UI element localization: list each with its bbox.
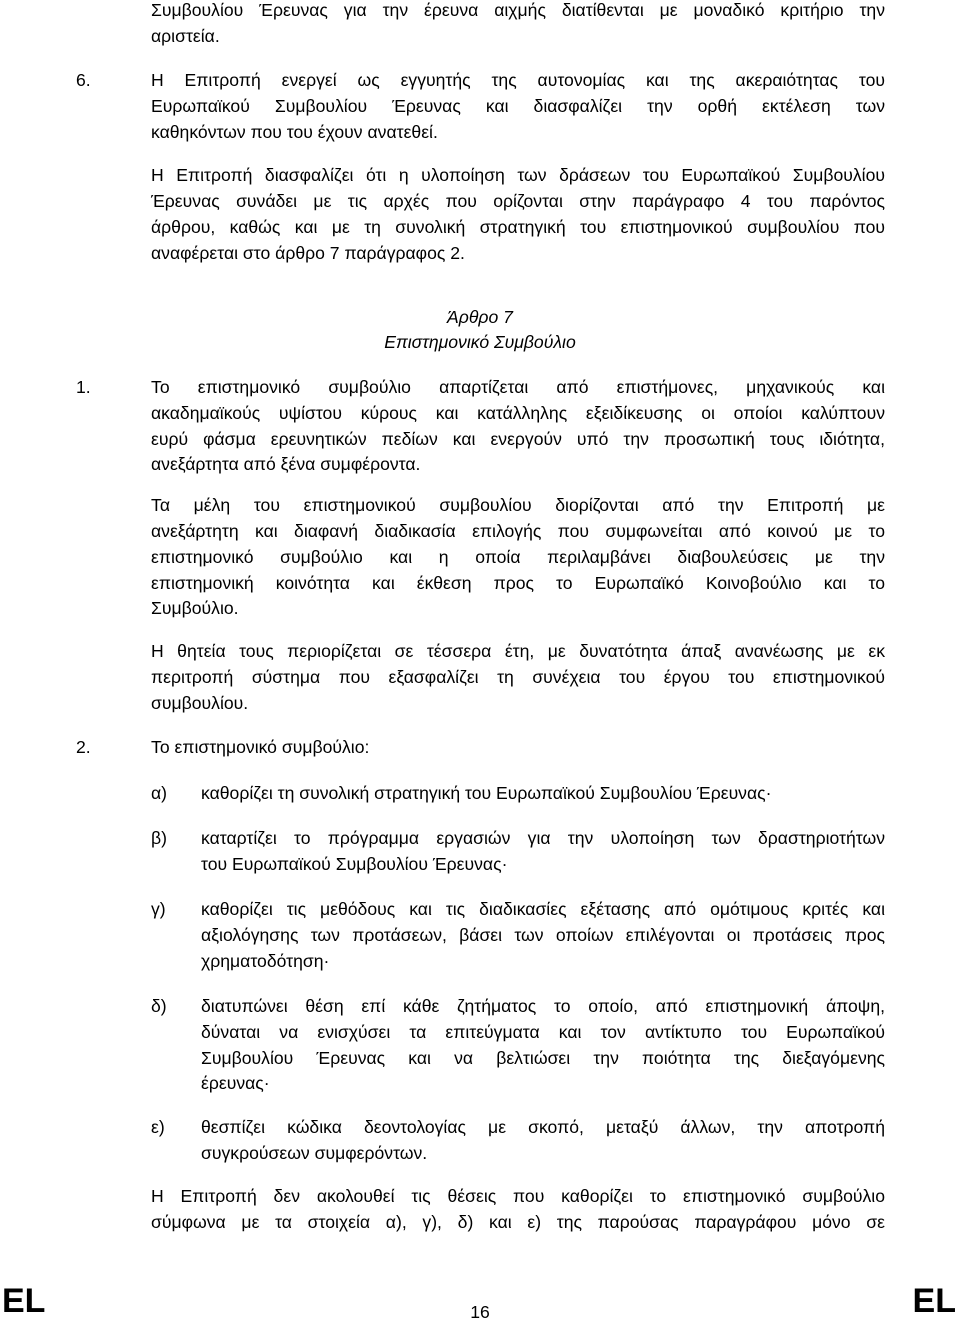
text-line: του Ευρωπαϊκού Συμβουλίου Έρευνας· <box>201 854 508 874</box>
article-number: Άρθρο 7 <box>447 307 513 327</box>
language-code-left: EL <box>2 1282 46 1320</box>
text-line: Η Επιτροπή διασφαλίζει ότι η υλοποίηση των δράσεων του Ευρωπαϊκού Συμβουλίου <box>151 165 885 185</box>
text-line: Η Επιτροπή δεν ακολουθεί τις θέσεις που καθορίζει το επιστημονικό συμβούλιο <box>151 1186 885 1206</box>
text-line: Το επιστημονικό συμβούλιο απαρτίζεται από επιστήμονες, μηχανικούς και <box>151 377 885 397</box>
language-code-right: EL <box>912 1282 956 1320</box>
text-line: Η θητεία τους περιορίζεται σε τέσσερα έτη, με δυνατότητα άπαξ ανανέωσης με εκ <box>151 641 885 661</box>
text-line: Συμβούλιο. <box>151 598 239 618</box>
text-line: Η Επιτροπή ενεργεί ως εγγυητής της αυτονομίας και της ακεραιότητας του <box>151 70 885 90</box>
text-line: διατυπώνει θέση επί κάθε ζητήματος το οποίο, από επιστημονική άποψη, <box>201 996 885 1016</box>
sub-item-label: δ) <box>151 996 167 1016</box>
item-number: 2. <box>76 737 91 757</box>
text-line: συγκρούσεων συμφερόντων. <box>201 1143 428 1163</box>
text-line: καθορίζει τη συνολική στρατηγική του Ευρωπαϊκού Συμβουλίου Έρευνας· <box>201 783 772 803</box>
text-line: επιστημονική κοινότητα και έκθεση προς το Ευρωπαϊκό Κοινοβούλιο και το <box>151 573 885 593</box>
text-line: θεσπίζει κώδικα δεοντολογίας με σκοπό, μεταξύ άλλων, την αποτροπή <box>201 1117 885 1137</box>
text-line: Συμβουλίου Έρευνας για την έρευνα αιχμής διατίθενται με μοναδικό κριτήριο την <box>151 0 885 20</box>
text-line: χρηματοδότηση· <box>201 951 330 971</box>
text-line: σύμφωνα με τα στοιχεία α), γ), δ) και ε) της παρούσας παραγράφου μόνο σε <box>151 1212 885 1232</box>
sub-item-label: ε) <box>151 1117 165 1137</box>
text-line: ανεξάρτητη και διαφανή διαδικασία επιλογής που συμφωνείται από κοινού με το <box>151 521 885 541</box>
text-line: αξιολόγησης των προτάσεων, βάσει των οποίων επιλέγονται οι προτάσεις προς <box>201 925 885 945</box>
text-line: ακαδημαϊκούς υψίστου κύρους και κατάλληλης εξειδίκευσης οι οποίοι καλύπτουν <box>151 403 885 423</box>
text-line: ανεξάρτητα από ξένα συμφέροντα. <box>151 454 421 474</box>
text-line: καθηκόντων που του έχουν ανατεθεί. <box>151 122 438 142</box>
text-line: Τα μέλη του επιστημονικού συμβουλίου διορίζονται από την Επιτροπή με <box>151 495 885 515</box>
text-line: επιστημονικό συμβούλιο και η οποία περιλαμβάνει διαβουλεύσεις με την <box>151 547 885 567</box>
text-line: έρευνας· <box>201 1073 270 1093</box>
text-line: Έρευνας συνάδει με τις αρχές που ορίζονται στην παράγραφο 4 του παρόντος <box>151 191 885 211</box>
text-line: Το επιστημονικό συμβούλιο: <box>151 737 370 757</box>
text-line: αριστεία. <box>151 26 220 46</box>
text-line: Ευρωπαϊκού Συμβουλίου Έρευνας και διασφαλίζει την ορθή εκτέλεση των <box>151 96 885 116</box>
text-line: άρθρου, καθώς και με τη συνολική στρατηγική του επιστημονικού συμβουλίου που <box>151 217 885 237</box>
text-line: καταρτίζει το πρόγραμμα εργασιών για την υλοποίηση των δραστηριοτήτων <box>201 828 885 848</box>
item-number: 1. <box>76 377 91 397</box>
text-line: περιτροπή σύστημα που εξασφαλίζει τη συνέχεια του έργου του επιστημονικού <box>151 667 885 687</box>
text-line: ευρύ φάσμα ερευνητικών πεδίων και ενεργούν υπό την προσωπική τους ιδιότητα, <box>151 429 885 449</box>
article-title: Επιστημονικό Συμβούλιο <box>384 332 576 352</box>
sub-item-label: γ) <box>151 899 166 919</box>
text-line: συμβουλίου. <box>151 693 249 713</box>
text-line: Συμβουλίου Έρευνας και να βελτιώσει την ποιότητα της διεξαγόμενης <box>201 1048 885 1068</box>
item-number: 6. <box>76 70 91 90</box>
page-number: 16 <box>470 1302 490 1322</box>
sub-item-label: β) <box>151 828 167 848</box>
sub-item-label: α) <box>151 783 168 803</box>
text-line: καθορίζει τις μεθόδους και τις διαδικασίες εξέτασης από ομότιμους κριτές και <box>201 899 885 919</box>
text-line: αναφέρεται στο άρθρο 7 παράγραφος 2. <box>151 243 465 263</box>
text-line: δύναται να ενισχύσει τα επιτεύγματα και τον αντίκτυπο του Ευρωπαϊκού <box>201 1022 885 1042</box>
